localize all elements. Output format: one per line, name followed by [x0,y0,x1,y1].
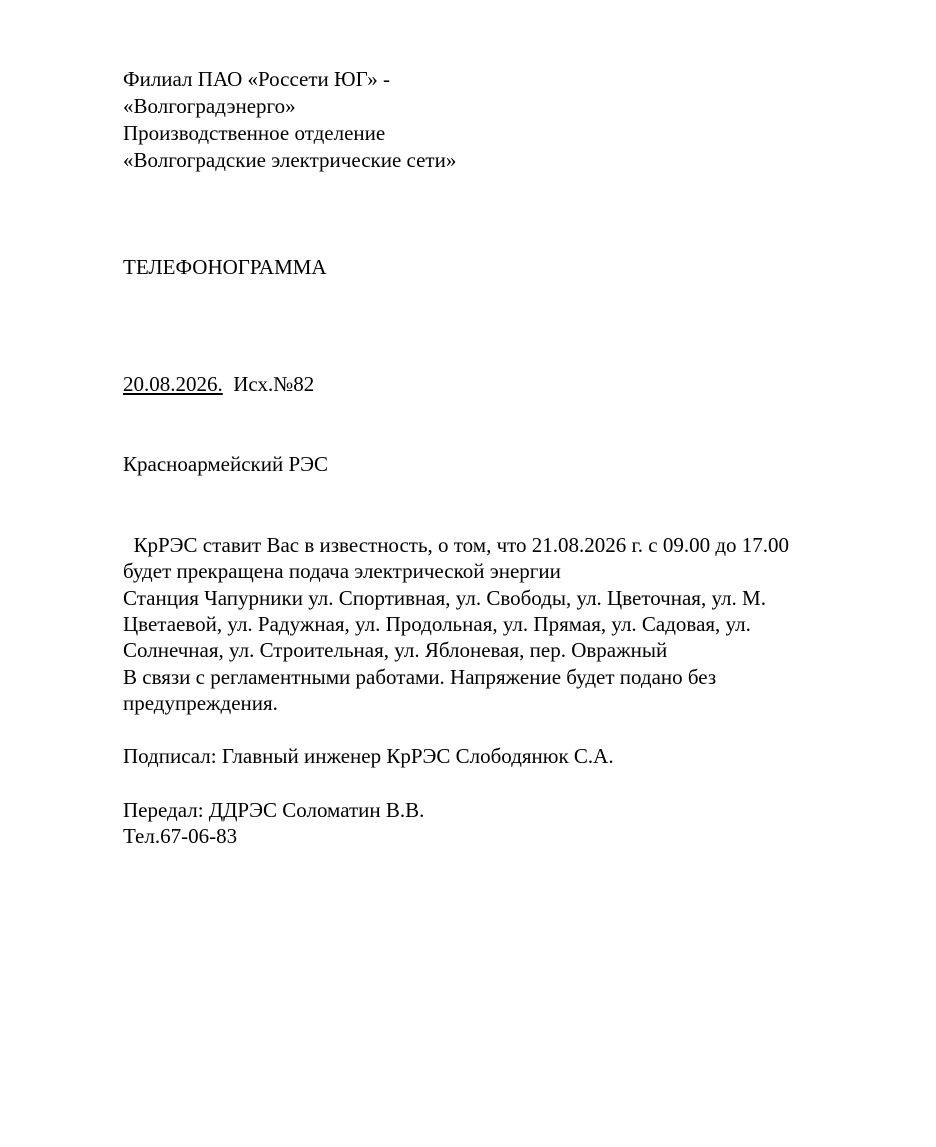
body-line-3: Станция Чапурники ул. Спортивная, ул. Свободы, ул. Цветочная, ул. М. [123,586,766,610]
document-type-title: ТЕЛЕФОНОГРАММА [123,255,327,279]
contact-phone: Тел.67-06-83 [123,824,238,848]
document-date: 20.08.2026. [123,372,223,396]
signature-line: Подписал: Главный инженер КрРЭС Слободянюк С.А. [123,744,614,768]
body-line-6: В связи с регламентными работами. Напряжение будет подано без [123,665,717,689]
org-name-line-1: Филиал ПАО «Россети ЮГ» - [123,67,390,91]
body-line-4: Цветаевой, ул. Радужная, ул. Продольная, ул. Прямая, ул. Садовая, ул. [123,612,751,636]
recipient: Красноармейский РЭС [123,452,329,476]
org-name-line-3: Производственное отделение [123,121,386,145]
date-and-number [123,371,314,397]
outgoing-number: Исх.№82 [233,372,315,396]
body-line-7: предупреждения. [123,691,278,715]
body-line-1: КрРЭС ставит Вас в известность, о том, что 21.08.2026 г. с 09.00 до 17.00 [123,533,790,557]
body-line-2: будет прекращена подача электрической энергии [123,559,561,583]
org-name-line-4: «Волгоградские электрические сети» [123,148,457,172]
body-line-5: Солнечная, ул. Строительная, ул. Яблоневая, пер. Овражный [123,638,668,662]
org-name-line-2: «Волгоградэнерго» [123,94,296,118]
transmitted-by: Передал: ДДРЭС Соломатин В.В. [123,798,425,822]
